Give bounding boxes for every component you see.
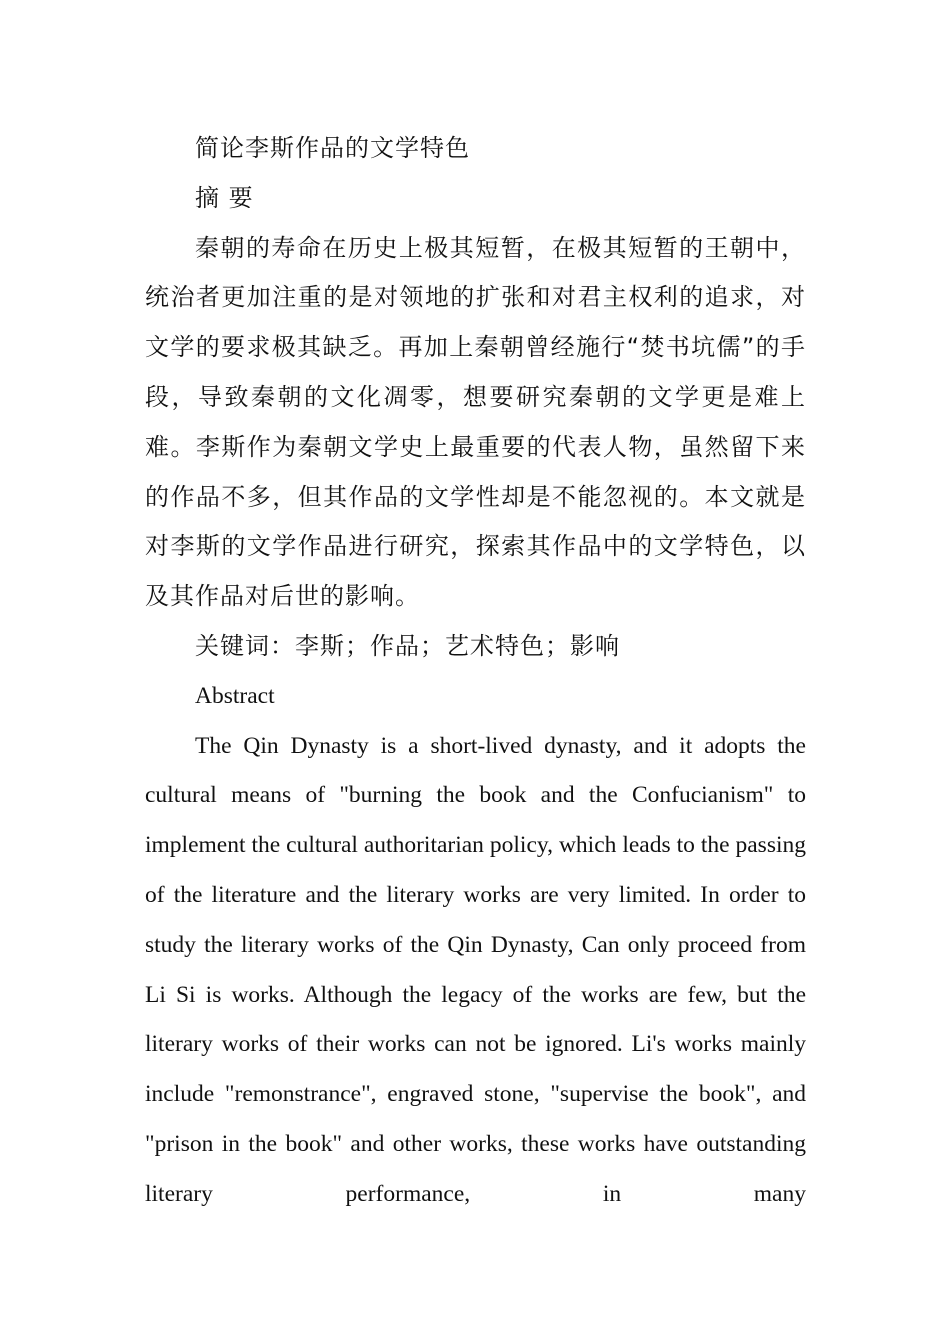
- keywords-cn: 关键词：李斯；作品；艺术特色；影响: [195, 631, 620, 660]
- abstract-text-cn: 秦朝的寿命在历史上极其短暂，在极其短暂的王朝中，统治者更加注重的是对领地的扩张和对君主权利的追求，对文学的要求极其缺乏。再加上秦朝曾经施行“焚书坑儒”的手段，导致秦朝的文化凋零，想要研究秦朝的文学更是难上难。李斯作为秦朝文学史上最重要的代表人物，虽然留下来的作品不多，但其作品的文学性却是不能忽视的。本文就是对李斯的文学作品进行研究，探索其作品中的文学特色，以及其作品对后世的影响。: [145, 233, 806, 611]
- abstract-heading-en: Abstract: [195, 682, 275, 709]
- paper-title: 简论李斯作品的文学特色: [195, 134, 470, 162]
- abstract-heading-cn: 摘 要: [195, 183, 254, 212]
- abstract-text-en: The Qin Dynasty is a short-lived dynasty, and it adopts the cultural means of "burning the book and the Confucianism" to implement the cultural authoritarian policy, which leads to the passing of the literature and the literary works are very limited. In order to study the literary works of the Qin Dynasty, Can only proceed from Li Si is works. Although the legacy of the works are few, but the literary works of their works can not be ignored. Li's works mainly include "remonstrance", engraved stone, "supervise the book", and "prison in the book" and other works, these works have outstanding literary performance, in many: [145, 732, 806, 1207]
- document-body: [145, 124, 806, 1220]
